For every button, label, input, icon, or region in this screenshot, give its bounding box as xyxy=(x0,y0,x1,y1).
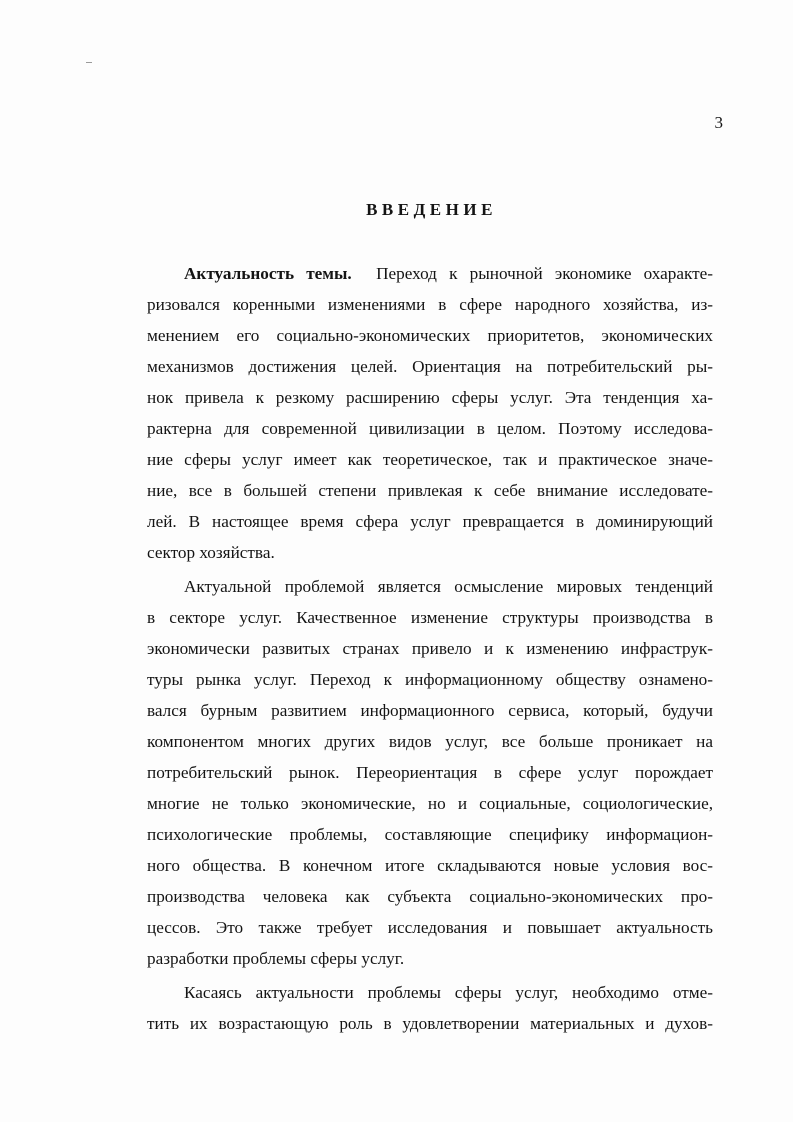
text-line: менением его социально-экономических приоритетов, экономических xyxy=(147,326,713,345)
text-line: Актуальность темы. Переход к рыночной экономике охаракте- xyxy=(184,264,714,283)
text-line: в секторе услуг. Качественное изменение структуры производства в xyxy=(147,608,713,627)
text-line: Касаясь актуальности проблемы сферы услуг, необходимо отме- xyxy=(184,983,713,1002)
text-line: механизмов достижения целей. Ориентация на потребительский ры- xyxy=(147,357,713,376)
text-line: ние, все в большей степени привлекая к себе внимание исследовате- xyxy=(147,481,713,500)
text-line: ного общества. В конечном итоге складываются новые условия вос- xyxy=(147,856,713,875)
text-line: сектор хозяйства. xyxy=(147,543,275,562)
text-line: экономически развитых странах привело и к изменению инфраструк- xyxy=(147,639,713,658)
text-line: лей. В настоящее время сфера услуг превращается в доминирующий xyxy=(147,512,713,531)
section-heading: ВВЕДЕНИЕ xyxy=(366,200,497,219)
body-text xyxy=(147,258,713,1039)
scan-artifact xyxy=(86,62,92,63)
text-line: цессов. Это также требует исследования и повышает актуальность xyxy=(147,918,713,937)
text-line: разработки проблемы сферы услуг. xyxy=(147,949,405,968)
text-line: ризовался коренными изменениями в сфере народного хозяйства, из- xyxy=(147,295,713,314)
text-line: производства человека как субъекта социально-экономических про- xyxy=(147,887,713,906)
text-line: тить их возрастающую роль в удовлетворении материальных и духов- xyxy=(147,1014,713,1033)
text-line: компонентом многих других видов услуг, все больше проникает на xyxy=(147,732,713,751)
text-line: рактерна для современной цивилизации в целом. Поэтому исследова- xyxy=(147,419,713,438)
paragraph-lead: Актуальность темы. xyxy=(184,264,352,283)
page-number: 3 xyxy=(714,113,723,132)
text-line: психологические проблемы, составляющие специфику информацион- xyxy=(147,825,713,844)
text-line: многие не только экономические, но и социальные, социологические, xyxy=(147,794,713,813)
text-line: туры рынка услуг. Переход к информационному обществу ознамено- xyxy=(147,670,713,689)
text-line: ние сферы услуг имеет как теоретическое, так и практическое значе- xyxy=(147,450,713,469)
text-line: Актуальной проблемой является осмысление мировых тенденций xyxy=(184,577,713,596)
text-line: нок привела к резкому расширению сферы услуг. Эта тенденция ха- xyxy=(147,388,713,407)
text-line: потребительский рынок. Переориентация в сфере услуг порождает xyxy=(147,763,713,782)
text-line: вался бурным развитием информационного сервиса, который, будучи xyxy=(147,701,713,720)
